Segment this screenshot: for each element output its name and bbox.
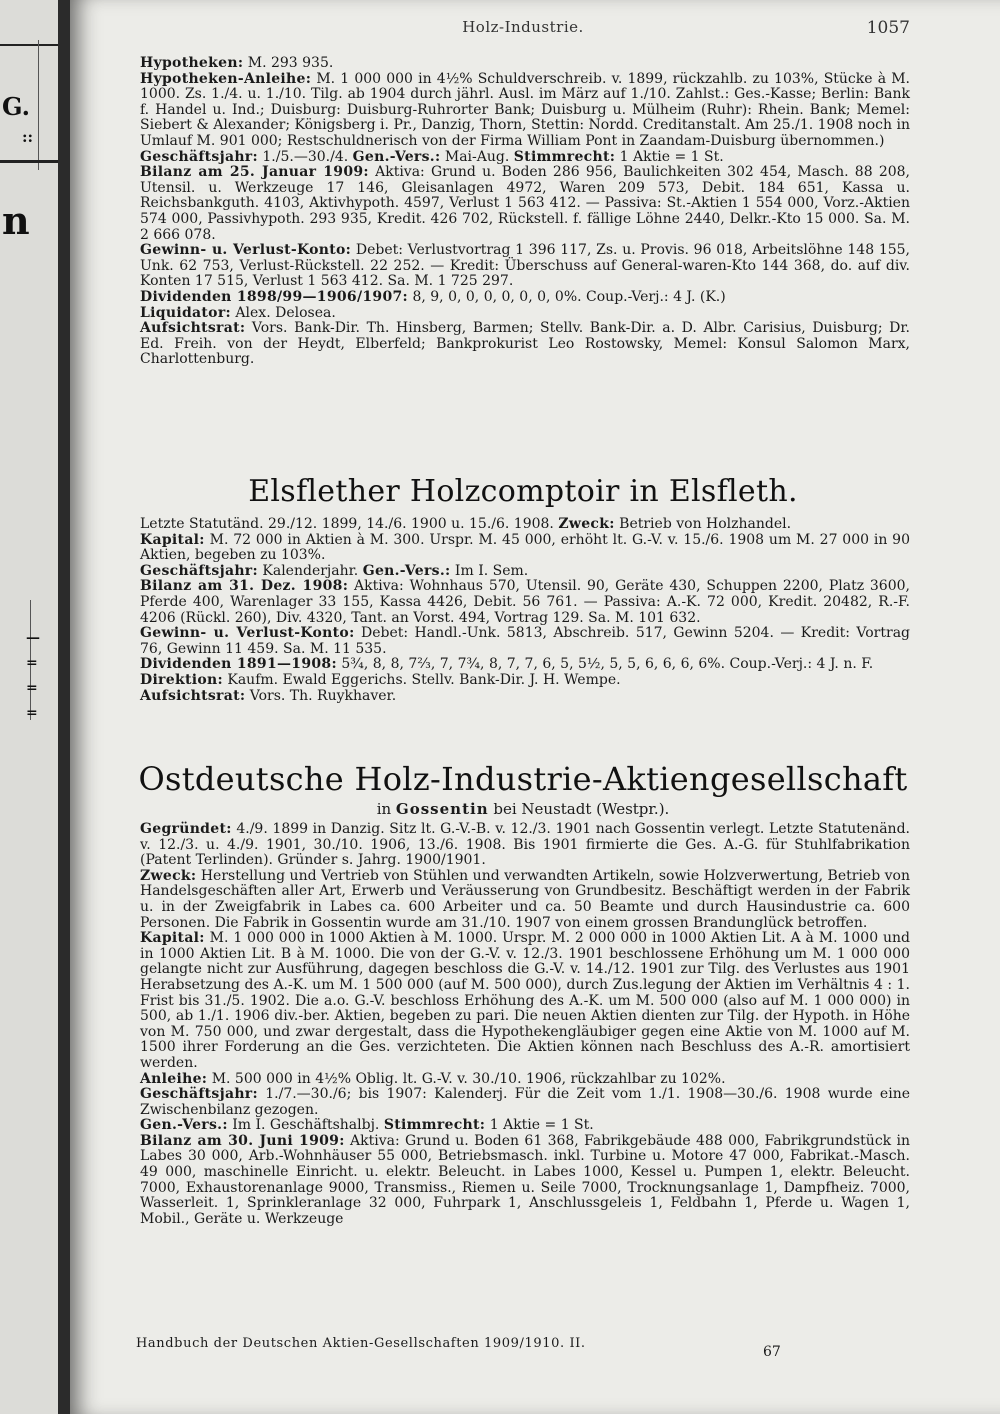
field-label: Kapital: (140, 930, 205, 947)
field-label: Geschäftsjahr: (140, 562, 258, 579)
field-text: Vors. Th. Ruykhaver. (245, 687, 397, 704)
field-label: Anleihe: (140, 1070, 208, 1087)
field-text: 5¾, 8, 8, 7⅔, 7, 7¾, 8, 7, 7, 6, 5, 5½, 5, 5, 6, 6, 6, 6%. Coup.-Verj.: 4 J. n. F. (336, 656, 874, 673)
prev-page-fragment: :: (22, 128, 34, 146)
field-label: Geschäftsjahr: (140, 148, 258, 165)
entry-paragraph (136, 564, 910, 580)
field-text: Kalenderjahr. (257, 562, 363, 579)
field-text: 4./9. 1899 in Danzig. Sitz lt. G.-V.-B. v. 12./3. 1901 nach Gossentin verlegt. Letzte Statutenänd. v. 12./3. u. 4./9. 1901, 30./10. 1906, 13./6. 1908. Bis 1901 firmierte die Ges. A.-G. für Stuhlfabrikation (Patent Terlinden). Gründer s. Jahrg. 1900/1901. (140, 821, 910, 869)
entry-paragraph (136, 689, 910, 705)
field-label: Aufsichtsrat: (140, 687, 246, 704)
entry-paragraph (136, 517, 910, 533)
field-text: Debet: Handl.-Unk. 5813, Abschreib. 517, Gewinn 5204. — Kredit: Vortrag 76, Gewinn 11 459. Sa. M. 11 535. (140, 625, 910, 657)
field-text: Herstellung und Vertrieb von Stühlen und verwandten Artikeln, sowie Holzverwertung, Betrieb von Handelsgeschäften aller Art, Erwerb und Veräusserung von Grundbesitz. Beschäftigt werden in der Fabrik u. in der Zweigfabrik in Labes ca. 600 Arbeiter und ca. 50 Beamte und durch Hausindustrie ca. 600 Personen. Die Fabrik in Gossentin wurde am 31./10. 1907 von einem grossen Brandunglück betroffen. (140, 867, 910, 931)
running-title: Holz-Industrie. (462, 18, 584, 36)
field-text: Aktiva: Grund u. Boden 286 956, Baulichkeiten 302 454, Masch. 88 208, Utensil. u. Werkzeuge 17 146, Gleisanlagen 4972, Waren 209 573, Debit. 184 651, Kassa u. Reichsbankguth. 4103, Aktivhypoth. 4597, Verlust 1 563 412. — Passiva: St.-Aktien 1 554 000, Vorz.-Aktien 574 000, Passivhypoth. 293 935, Kredit. 426 702, Rückstell. f. fällige Löhne 2440, Delkr.-Kto 15 000. Sa. M. 2 666 078. (140, 164, 910, 243)
field-label: Zweck: (140, 867, 197, 884)
entry-paragraph (136, 165, 910, 243)
field-text: M. 500 000 in 4½% Oblig. lt. G.-V. v. 30./10. 1906, rückzahlbar zu 102%. (207, 1070, 726, 1087)
field-label: Zweck: (558, 516, 615, 532)
field-text: M. 1 000 000 in 1000 Aktien à M. 1000. Urspr. M. 2 000 000 in 1000 Aktien Lit. A à M. 1000 und in 1000 Aktien Lit. B à M. 1000. Die von der G.-V. v. 12./3. 1901 beschlossene Erhöhung um M. 1 000 000 gelangte nicht zur Ausführung, dagegen beschloss die G.-V. v. 14./12. 1901 zur Tilg. des Verlustes aus 1901 Herabsetzung des A.-K. um M. 1 500 000 (auf M. 500 000), durch Zus.legung der Aktien im Verhältnis 4 : 1. Frist bis 31./5. 1902. Die a.o. G.-V. beschloss Erhöhung des A.-K. um M. 500 000 (also auf M. 1 000 000) in 500, ab 1./1. 1906 div.-ber. Aktien, begeben zu pari. Die neuen Aktien dienten zur Tilg. der Hypoth. in Höhe von M. 750 000, und zwar dergestalt, dass die Hypothekengläubiger gegen eine Aktie von M. 1000 auf M. 1500 ihrer Forderung an die Ges. verzichteten. Die Aktien können nach Beschluss des A.-R. amortisiert werden. (140, 930, 910, 1071)
location-prefix: in (376, 800, 396, 818)
field-text: 1 Aktie = 1 St. (485, 1117, 594, 1134)
field-label: Gewinn- u. Verlust-Konto: (140, 242, 352, 259)
field-label: Bilanz am 30. Juni 1909: (140, 1132, 345, 1149)
field-text: Alex. Delosea. (230, 304, 336, 321)
field-label: Gewinn- u. Verlust-Konto: (140, 625, 355, 642)
entry-paragraph (136, 673, 910, 689)
field-label: Aufsichtsrat: (140, 320, 246, 337)
field-text: Debet: Verlustvortrag 1 396 117, Zs. u. Provis. 96 018, Arbeitslöhne 148 155, Unk. 62 753, Verlust-Rückstell. 22 252. — Kredit: Überschuss auf General-waren-Kto 144 368, do. auf div. Konten 17 515, Verlust 1 563 412. Sa. M. 1 725 297. (140, 242, 910, 290)
field-text: Letzte Statutänd. 29./12. 1899, 14./6. 1900 u. 15./6. 1908. (140, 516, 559, 532)
previous-page-edge (0, 0, 58, 1414)
entry-paragraph (136, 243, 910, 290)
field-label: Gen.-Vers.: (140, 1117, 228, 1134)
entry-paragraph (136, 869, 910, 931)
field-text: Aktiva: Grund u. Boden 61 368, Fabrikgebäude 488 000, Fabrikgrundstück in Labes 30 000, Arb.-Wohnhäuser 55 000, Betriebsmasch. inkl. Turbine u. Motore 47 000, Fabrikat.-Masch. 49 000, maschinelle Einricht. u. elektr. Beleucht. in Labes 1000, Kessel u. Pumpen 1, elektr. Beleucht. 7000, Exhaustorenanlage 9000, Transmiss., Riemen u. Seile 7000, Trocknungsanlage 1, Dampfheiz. 7000, Wasserleit. 1, Sprinkleranlage 32 000, Fuhrpark 1, Anschlussgeleis 1, Feldbahn 1, Pferde u. Wagen 1, Mobil., Geräte u. Werkzeuge (140, 1132, 910, 1227)
field-label: Stimmrecht: (513, 148, 616, 165)
entry-paragraph (136, 533, 910, 564)
entry-paragraph (136, 306, 910, 322)
prev-page-rule (0, 160, 58, 163)
field-label: Liquidator: (140, 304, 231, 321)
entry-paragraph (136, 1087, 910, 1118)
page-number: 1057 (866, 18, 910, 38)
field-text: Betrieb von Holzhandel. (614, 516, 792, 532)
entry-paragraph (136, 1072, 910, 1088)
field-label: Geschäftsjahr: (140, 1086, 258, 1103)
field-text: Im I. Geschäftshalbj. (227, 1117, 384, 1134)
company-title: Ostdeutsche Holz-Industrie-Aktiengesellschaft (138, 760, 908, 798)
field-label: Dividenden 1898/99—1906/1907: (140, 288, 409, 305)
field-text: Vors. Bank-Dir. Th. Hinsberg, Barmen; Stellv. Bank-Dir. a. D. Albr. Carisius, Duisburg; Dr. Ed. Freih. von der Heydt, Elberfeld; Bankprokurist Leo Rostowsky, Memel: Konsul Salomon Marx, Charlottenburg. (140, 320, 910, 368)
location-place: Gossentin (395, 800, 489, 818)
field-label: Gegründet: (140, 821, 232, 837)
field-text: Aktiva: Wohnhaus 570, Utensil. 90, Geräte 430, Schuppen 2200, Platz 3600, Pferde 400, Warenlager 33 155, Kassa 4426, Debit. 56 761. — Passiva: A.-K. 72 000, Kredit. 20482, R.-F. 4206 (Rückl. 260), Div. 4320, Tant. an Vorst. 494, Vortrag 129. Sa. M. 101 632. (140, 578, 910, 626)
field-text: 1 Aktie = 1 St. (615, 148, 724, 165)
field-text: Mai-Aug. (440, 148, 514, 165)
field-label: Dividenden 1891—1908: (140, 656, 337, 673)
field-label: Bilanz am 25. Januar 1909: (140, 164, 369, 181)
page-header (136, 18, 910, 42)
prev-page-fragment: = (26, 655, 38, 671)
signature-mark: 67 (763, 1344, 781, 1360)
field-label: Hypotheken: (140, 55, 244, 71)
company-location (136, 800, 910, 818)
entry-paragraph (136, 72, 910, 150)
book-title: Handbuch der Deutschen Aktien-Gesellschaften 1909/1910. II. (136, 1336, 586, 1351)
prev-page-fragment: = (26, 705, 38, 721)
entry-paragraph (136, 626, 910, 657)
entry-elsflether (136, 474, 910, 704)
prev-page-fragment: = (26, 680, 38, 696)
company-title: Elsflether Holzcomptoir in Elsfleth. (248, 474, 798, 509)
entry-paragraph (136, 822, 910, 869)
entry-paragraph (136, 321, 910, 368)
field-text: M. 72 000 in Aktien à M. 300. Urspr. M. 45 000, erhöht lt. G.-V. v. 15./6. 1908 um M. 27 000 in 90 Aktien, begeben zu 103%. (140, 531, 910, 564)
entry-continued (136, 56, 910, 368)
field-label: Kapital: (140, 531, 205, 548)
entry-paragraph (136, 290, 910, 306)
field-text: 8, 9, 0, 0, 0, 0, 0, 0, 0%. Coup.-Verj.: 4 J. (K.) (408, 288, 726, 305)
prev-page-fragment: n (2, 198, 30, 243)
field-text: 1./7.—30./6; bis 1907: Kalenderj. Für die Zeit vom 1./1. 1908—30./6. 1908 wurde eine Zwischenbilanz gezogen. (140, 1086, 910, 1118)
field-text: M. 1 000 000 in 4½% Schuldverschreib. v. 1899, rückzahlb. zu 103%, Stücke à M. 1000. Zs. 1./4. u. 1./10. Tilg. ab 1904 durch jährl. Ausl. im März auf 1./10. Zahlst.: Ges.-Kasse; Berlin: Bank f. Handel u. Ind.; Duisburg: Duisburg-Ruhrorter Bank; Duisburg u. Mülheim (Ruhr): Rhein. Bank; Memel: Siebert & Alexander; Königsberg i. Pr., Danzig, Thorn, Stettin: Nordd. Creditanstalt. Am 25./1. 1908 noch in Umlauf M. 901 000; Restschuldnerisch von der Firma William Pont in Zaandam-Duisburg übernommen.) (140, 70, 910, 149)
prev-page-rule (0, 44, 58, 46)
entry-paragraph (136, 1118, 910, 1134)
entry-paragraph (136, 931, 910, 1071)
book-page (70, 0, 1000, 1414)
field-label: Direktion: (140, 671, 223, 688)
entry-paragraph (136, 150, 910, 166)
prev-page-fragment: G. (2, 92, 30, 121)
field-label: Hypotheken-Anleihe: (140, 70, 312, 87)
field-label: Bilanz am 31. Dez. 1908: (140, 578, 349, 595)
field-label: Gen.-Vers.: (362, 562, 451, 579)
field-text: 1./5.—30./4. (257, 148, 353, 165)
entry-paragraph (136, 579, 910, 626)
prev-page-fragment: — (26, 630, 40, 646)
prev-page-vline (38, 40, 39, 170)
entry-paragraph (136, 56, 910, 72)
entry-paragraph (136, 1134, 910, 1228)
field-text: Kaufm. Ewald Eggerichs. Stellv. Bank-Dir. J. H. Wempe. (222, 671, 621, 688)
location-suffix: bei Neustadt (Westpr.). (488, 800, 670, 818)
field-label: Gen.-Vers.: (352, 148, 441, 165)
field-text: M. 293 935. (243, 55, 334, 71)
entry-ostdeutsche (136, 760, 910, 1227)
field-label: Stimmrecht: (383, 1117, 486, 1134)
entry-paragraph (136, 657, 910, 673)
field-text: Im I. Sem. (450, 562, 529, 579)
